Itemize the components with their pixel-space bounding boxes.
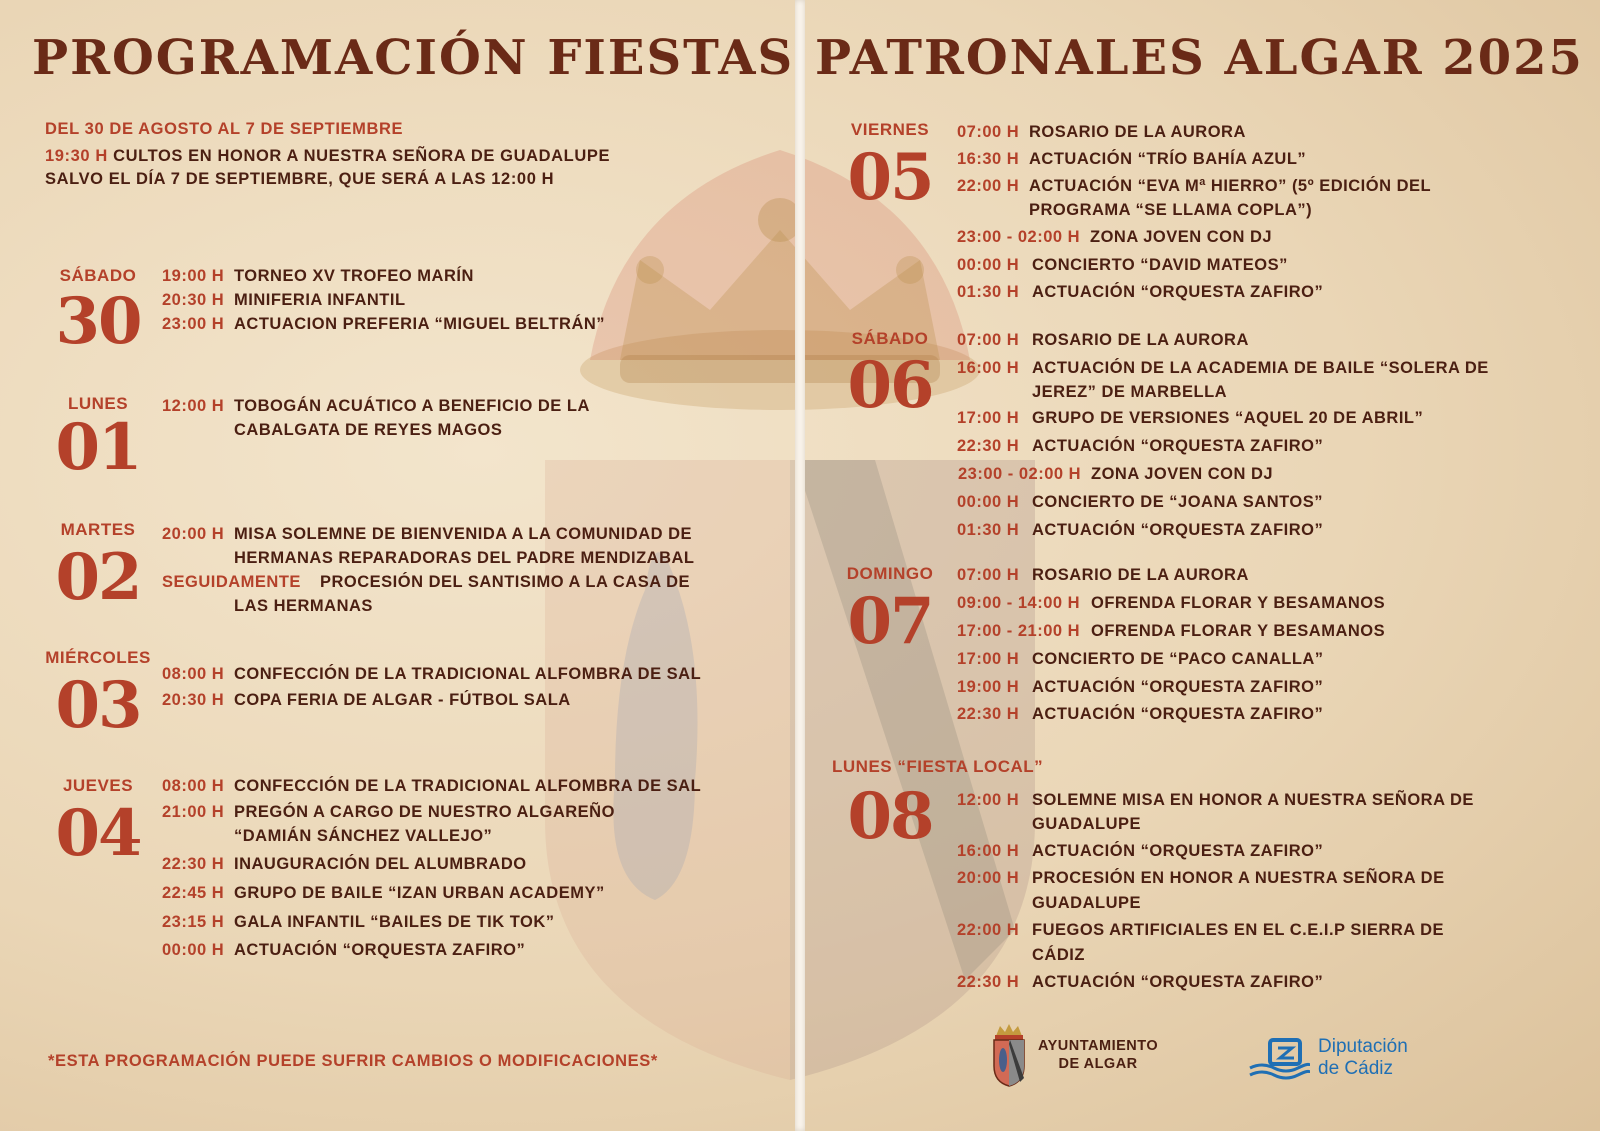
event-text: ACTUACIÓN “TRÍO BAHÍA AZUL”	[1029, 150, 1307, 168]
event-time: 16:00 H	[957, 842, 1020, 860]
event-time: 00:00 H	[957, 256, 1020, 274]
event-text: SOLEMNE MISA EN HONOR A NUESTRA SEÑORA DE	[1032, 791, 1474, 809]
event-time: 22:00 H	[957, 921, 1020, 939]
event-row	[162, 881, 605, 905]
event-text: OFRENDA FLORAR Y BESAMANOS	[1091, 622, 1386, 640]
day-number: 02	[55, 540, 141, 615]
event-time: 22:30 H	[957, 973, 1020, 991]
day-name: JUEVES	[62, 776, 134, 795]
event-time: 16:00 H	[957, 359, 1020, 377]
event-text: COPA FERIA DE ALGAR - FÚTBOL SALA	[234, 691, 571, 709]
event-time: SEGUIDAMENTE	[162, 573, 301, 591]
event-row	[162, 288, 406, 312]
event-text: JEREZ” DE MARBELLA	[1032, 383, 1228, 401]
event-time: 23:15 H	[162, 913, 225, 931]
day-number: 03	[55, 668, 141, 743]
event-row	[162, 394, 590, 418]
event-text: ROSARIO DE LA AURORA	[1029, 123, 1246, 141]
event-time: 16:30 H	[957, 150, 1020, 168]
event-text: ACTUACIÓN “ORQUESTA ZAFIRO”	[1032, 283, 1324, 301]
ayuntamiento-crest-icon	[990, 1022, 1028, 1088]
event-row-cont	[1029, 198, 1312, 222]
event-row-cont	[1032, 891, 1141, 915]
event-time: 21:00 H	[162, 803, 225, 821]
event-text: GALA INFANTIL “BAILES DE TIK TOK”	[234, 913, 555, 931]
event-text: PROCESIÓN DEL SANTISIMO A LA CASA DE	[320, 573, 691, 591]
event-row	[162, 774, 701, 798]
event-text: CONCIERTO “DAVID MATEOS”	[1032, 256, 1288, 274]
event-time: 01:30 H	[957, 521, 1020, 539]
event-row	[162, 662, 701, 686]
event-text: FUEGOS ARTIFICIALES EN EL C.E.I.P SIERRA DE	[1032, 921, 1445, 939]
event-text: GUADALUPE	[1032, 894, 1142, 912]
event-row	[957, 280, 1323, 304]
event-text: TORNEO XV TROFEO MARÍN	[234, 267, 474, 285]
event-text: OFRENDA FLORAR Y BESAMANOS	[1091, 594, 1386, 612]
event-text: ACTUACIÓN “ORQUESTA ZAFIRO”	[1032, 437, 1324, 455]
event-time: 22:30 H	[957, 437, 1020, 455]
page-fold	[795, 0, 805, 1131]
event-row	[957, 647, 1324, 671]
event-time: 08:00 H	[162, 665, 225, 683]
diputacion-logo	[1248, 1036, 1408, 1080]
event-row	[957, 356, 1489, 380]
event-time: 12:00 H	[957, 791, 1020, 809]
day-name: MARTES	[60, 520, 136, 539]
event-text: CONCIERTO DE “JOANA SANTOS”	[1032, 493, 1323, 511]
event-row	[162, 312, 605, 336]
day-name: VIERNES	[850, 120, 930, 139]
event-row	[957, 147, 1306, 171]
day-number: 07	[847, 584, 933, 659]
event-text: MISA SOLEMNE DE BIENVENIDA A LA COMUNIDAD DE	[234, 525, 693, 543]
event-time: 23:00 - 02:00 H	[958, 465, 1082, 483]
event-text: ACTUACION PREFERIA “MIGUEL BELTRÁN”	[234, 315, 606, 333]
event-text: GRUPO DE BAILE “IZAN URBAN ACADEMY”	[234, 884, 605, 902]
event-row	[162, 852, 527, 876]
event-text: ROSARIO DE LA AURORA	[1032, 331, 1249, 349]
event-text: INAUGURACIÓN DEL ALUMBRADO	[234, 855, 527, 873]
event-row	[957, 866, 1445, 890]
event-time: 07:00 H	[957, 331, 1020, 349]
event-row	[957, 434, 1323, 458]
event-row	[957, 225, 1272, 249]
event-text: ACTUACIÓN “ORQUESTA ZAFIRO”	[1032, 705, 1324, 723]
event-text: ROSARIO DE LA AURORA	[1032, 566, 1249, 584]
event-text: LAS HERMANAS	[234, 597, 373, 615]
event-text: CÁDIZ	[1032, 946, 1085, 964]
diputacion-place: de Cádiz	[1318, 1058, 1393, 1079]
diputacion-name: Diputación	[1318, 1036, 1408, 1057]
event-time: 17:00 H	[957, 650, 1020, 668]
event-text: CONFECCIÓN DE LA TRADICIONAL ALFOMBRA DE SAL	[234, 777, 702, 795]
left-page	[0, 0, 795, 1131]
day-number: 08	[847, 779, 933, 854]
event-row-cont	[1032, 812, 1141, 836]
event-time: 07:00 H	[957, 566, 1020, 584]
event-time: 20:30 H	[162, 691, 225, 709]
event-text: ZONA JOVEN CON DJ	[1091, 465, 1274, 483]
intro-cult: CULTOS EN HONOR A NUESTRA SEÑORA DE GUADALUPE	[113, 147, 611, 165]
event-row	[162, 522, 692, 546]
event-time: 08:00 H	[162, 777, 225, 795]
event-row	[958, 462, 1273, 486]
event-time: 17:00 H	[957, 409, 1020, 427]
event-time: 22:45 H	[162, 884, 225, 902]
right-page	[805, 0, 1600, 1131]
ayuntamiento-name: AYUNTAMIENTO	[1038, 1038, 1159, 1054]
event-text: ACTUACIÓN “ORQUESTA ZAFIRO”	[1032, 521, 1324, 539]
title-right: PATRONALES ALGAR 2025	[815, 30, 1584, 86]
event-row	[957, 120, 1246, 144]
day-number: 30	[55, 284, 141, 359]
event-time: 00:00 H	[162, 941, 225, 959]
event-row	[957, 839, 1323, 863]
event-time: 12:00 H	[162, 397, 225, 415]
event-row-cont	[234, 418, 502, 442]
event-row-cont	[1032, 943, 1085, 967]
event-time: 22:30 H	[162, 855, 225, 873]
event-row	[162, 264, 474, 288]
event-row	[957, 174, 1431, 198]
event-time: 22:30 H	[957, 705, 1020, 723]
event-text: TOBOGÁN ACUÁTICO A BENEFICIO DE LA	[234, 397, 590, 415]
event-row	[957, 918, 1444, 942]
event-text: CABALGATA DE REYES MAGOS	[234, 421, 503, 439]
intro-time: 19:30 H	[45, 147, 108, 165]
day-name: LUNES	[67, 394, 129, 413]
event-text: ACTUACIÓN “ORQUESTA ZAFIRO”	[1032, 678, 1324, 696]
event-row-cont	[234, 594, 373, 618]
event-row	[957, 518, 1323, 542]
event-time: 23:00 H	[162, 315, 225, 333]
day-number: 04	[55, 796, 141, 871]
event-time: 23:00 - 02:00 H	[957, 228, 1081, 246]
event-row	[957, 563, 1249, 587]
event-time: 17:00 - 21:00 H	[957, 622, 1081, 640]
event-row-cont	[234, 546, 695, 570]
ayuntamiento-place: DE ALGAR	[1058, 1056, 1138, 1072]
event-row-cont	[234, 824, 492, 848]
event-text: PROGRAMA “SE LLAMA COPLA”)	[1029, 201, 1313, 219]
intro-note: SALVO EL DÍA 7 DE SEPTIEMBRE, QUE SERÁ A LAS 12:00 H	[45, 170, 555, 188]
event-text: GUADALUPE	[1032, 815, 1142, 833]
day-name: MIÉRCOLES	[45, 648, 151, 667]
day-name: LUNES “FIESTA LOCAL”	[832, 757, 1044, 776]
event-text: ACTUACIÓN DE LA ACADEMIA DE BAILE “SOLERA DE	[1032, 359, 1489, 377]
event-text: GRUPO DE VERSIONES “AQUEL 20 DE ABRIL”	[1032, 409, 1424, 427]
event-time: 19:00 H	[162, 267, 225, 285]
event-text: HERMANAS REPARADORAS DEL PADRE MENDIZABAL	[234, 549, 695, 567]
event-row	[162, 570, 690, 594]
event-text: ACTUACIÓN “ORQUESTA ZAFIRO”	[234, 941, 526, 959]
event-row	[957, 702, 1323, 726]
event-row	[162, 938, 525, 962]
event-text: PREGÓN A CARGO DE NUESTRO ALGAREÑO	[234, 803, 615, 821]
event-text: PROCESIÓN EN HONOR A NUESTRA SEÑORA DE	[1032, 869, 1445, 887]
event-time: 01:30 H	[957, 283, 1020, 301]
event-row-cont	[1032, 380, 1227, 404]
event-row	[957, 490, 1323, 514]
event-text: ACTUACIÓN “EVA Mª HIERRO” (5º EDICIÓN DEL	[1029, 177, 1432, 195]
event-text: ACTUACIÓN “ORQUESTA ZAFIRO”	[1032, 842, 1324, 860]
event-text: CONFECCIÓN DE LA TRADICIONAL ALFOMBRA DE SAL	[234, 665, 702, 683]
event-row	[957, 253, 1288, 277]
event-text: ZONA JOVEN CON DJ	[1090, 228, 1273, 246]
event-text: CONCIERTO DE “PACO CANALLA”	[1032, 650, 1324, 668]
event-row	[957, 619, 1385, 643]
event-row	[162, 800, 615, 824]
event-row	[162, 910, 555, 934]
event-time: 20:00 H	[957, 869, 1020, 887]
event-row	[162, 688, 571, 712]
intro-cult-line	[45, 147, 610, 166]
intro-dates: DEL 30 DE AGOSTO AL 7 DE SEPTIEMBRE	[45, 120, 404, 138]
event-text: “DAMIÁN SÁNCHEZ VALLEJO”	[234, 827, 493, 845]
diputacion-logo-icon	[1248, 1036, 1310, 1080]
event-row	[957, 788, 1474, 812]
event-time: 20:30 H	[162, 291, 225, 309]
event-time: 00:00 H	[957, 493, 1020, 511]
day-name: SÁBADO	[851, 329, 929, 348]
event-time: 07:00 H	[957, 123, 1020, 141]
event-row	[957, 675, 1323, 699]
disclaimer: *ESTA PROGRAMACIÓN PUEDE SUFRIR CAMBIOS O MODIFICACIONES*	[48, 1052, 658, 1070]
event-row	[957, 591, 1385, 615]
event-text: ACTUACIÓN “ORQUESTA ZAFIRO”	[1032, 973, 1324, 991]
day-number: 05	[847, 140, 933, 215]
day-name: DOMINGO	[846, 564, 934, 583]
event-row	[957, 970, 1323, 994]
ayuntamiento-logo	[990, 1022, 1158, 1088]
day-number: 01	[55, 410, 141, 485]
event-row	[957, 328, 1249, 352]
event-row	[957, 406, 1423, 430]
day-name: SÁBADO	[59, 266, 137, 285]
event-time: 19:00 H	[957, 678, 1020, 696]
event-text: MINIFERIA INFANTIL	[234, 291, 406, 309]
title-left: PROGRAMACIÓN FIESTAS	[32, 30, 795, 86]
event-time: 20:00 H	[162, 525, 225, 543]
day-number: 06	[847, 348, 933, 423]
event-time: 09:00 - 14:00 H	[957, 594, 1081, 612]
event-time: 22:00 H	[957, 177, 1020, 195]
